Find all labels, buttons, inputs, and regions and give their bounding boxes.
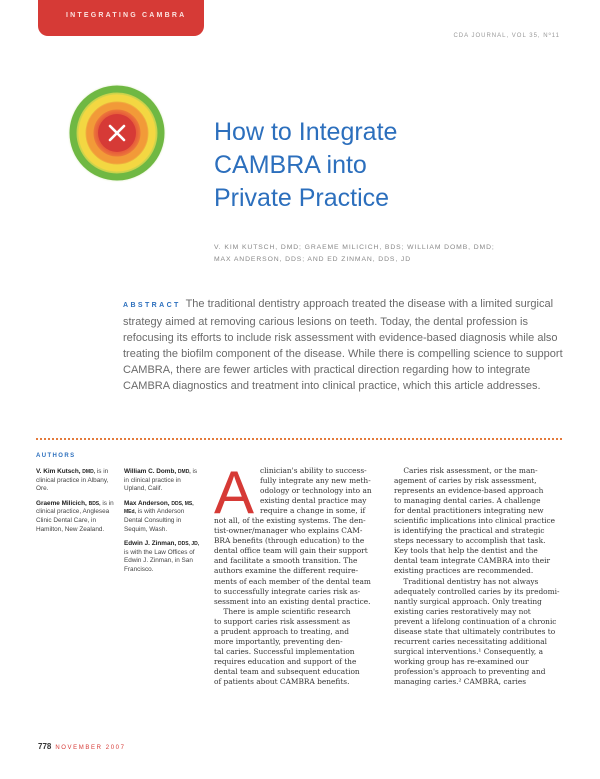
section-tab — [38, 0, 204, 36]
authors-column-left — [36, 468, 116, 540]
body-line: to managing dental caries. A challenge — [394, 496, 541, 506]
body-line: require a change in some, if — [260, 506, 366, 516]
issue-month: NOVEMBER 2007 — [55, 745, 126, 751]
body-line: ments of each member of the dental team — [214, 576, 371, 586]
body-line: existing dental practice may — [260, 496, 367, 506]
author-credentials: BDS, — [88, 500, 101, 507]
body-line: prevent a lifelong continuation of a chronic — [394, 616, 557, 626]
article-title — [214, 116, 514, 215]
body-line: not all, of the existing systems. The den- — [214, 516, 366, 526]
abstract-text: The traditional dentistry approach treated the disease with a limited surgical strategy aimed at removing carious lesions on teeth. Today, the dental profession is refocusing its efforts to include risk assessment with evidence-based diagnosis while also treating the biofilm component of the disease. While there is compelling science to support CAMBRA, there are fewer articles with practical direction regarding how to integrate CAMBRA diagnostics and treatment into clinical practice, which this article addresses. — [123, 298, 563, 392]
body-line: odology or technology into an — [260, 486, 372, 496]
byline-line: V. KIM KUTSCH, DMD; GRAEME MILICICH, BDS; WILLIAM DOMB, DMD; — [214, 244, 495, 251]
body-line: represents an evidence-based approach — [394, 486, 544, 496]
cambra-target-icon — [67, 83, 167, 183]
author-credentials: DMD, — [82, 469, 96, 475]
authors-heading: AUTHORS — [36, 453, 76, 459]
body-column-2 — [394, 466, 562, 687]
body-line: fully integrate any new meth- — [260, 476, 371, 486]
author-credentials: DDS, JD, — [177, 541, 200, 548]
author-entry — [124, 468, 202, 494]
page-number: 778 — [38, 742, 52, 751]
body-line: existing practices are recommended. — [394, 566, 534, 576]
byline-line: MAX ANDERSON, DDS; AND ED ZINMAN, DDS, JD — [214, 256, 412, 263]
body-line: authors examine the different require- — [214, 566, 359, 576]
author-name: Edwin J. Zinman, — [124, 540, 177, 548]
body-line: Caries risk assessment, or the man- — [394, 466, 538, 475]
author-name: V. Kim Kutsch, — [36, 468, 81, 475]
author-entry — [124, 500, 202, 534]
body-line: and facilitate a smooth transition. The — [214, 556, 358, 566]
drop-cap: A — [214, 459, 255, 526]
body-line: nantly surgical approach. Only treating — [394, 596, 542, 606]
body-line: existing caries restoratively may not — [394, 606, 531, 616]
author-entry — [36, 500, 116, 534]
journal-citation: CDA JOURNAL, VOL 35, Nº11 — [453, 33, 560, 39]
abstract — [123, 296, 563, 394]
body-line: to successfully integrate caries risk as- — [214, 586, 361, 596]
author-name: William C. Domb, — [124, 468, 177, 475]
body-line: Traditional dentistry has not always — [394, 576, 539, 586]
author-description: is in clinical practice in Albany, Ore. — [36, 468, 109, 493]
body-line: clinician's ability to success- — [260, 466, 367, 475]
body-line: profession's approach to preventing and — [394, 666, 546, 676]
author-credentials: DDS, MS, MEd, — [124, 500, 194, 516]
body-line: of patients about CAMBRA benefits. — [214, 676, 350, 686]
body-line: recurrent caries necessitating additional — [394, 636, 547, 646]
body-line: BRA benefits (through education) to the — [214, 536, 365, 546]
body-line: adequately controlled caries by its predomi- — [394, 586, 560, 596]
author-name: Max Anderson, — [124, 499, 170, 507]
section-label: INTEGRATING CAMBRA — [66, 12, 187, 19]
body-line: a prudent approach to treating, and — [214, 626, 349, 636]
body-line: for dental practitioners integrating new — [394, 506, 544, 516]
body-line: dental team integrate CAMBRA into their — [394, 556, 551, 566]
authors-column-right — [124, 468, 202, 581]
author-entry — [36, 468, 116, 494]
author-description: is in clinical practice in Upland, Calif. — [124, 468, 198, 493]
body-line: tist-owner/manager who explains CAM- — [214, 526, 363, 536]
body-line: working group has re-examined our — [394, 656, 529, 666]
body-line: dental office team will gain their support — [214, 546, 368, 556]
author-credentials: DMD, — [177, 469, 191, 475]
title-line: How to Integrate — [214, 118, 398, 146]
body-line: agement of caries by risk assessment, — [394, 476, 537, 486]
body-line: surgical interventions.¹ Consequently, a — [394, 646, 544, 656]
author-description: is in clinical practice, Anglesea Clinic Dental Care, in Hamilton, New Zealand. — [36, 499, 114, 533]
body-line: requires education and support of the — [214, 656, 357, 666]
body-line: tal caries. Successful implementation — [214, 646, 355, 656]
body-line: to support caries risk assessment as — [214, 616, 351, 626]
body-line: Key tools that help the dentist and the — [394, 546, 538, 556]
body-line: There is ample scientific research — [214, 606, 351, 616]
body-line: managing caries.² CAMBRA, caries — [394, 676, 526, 686]
body-line: more importantly, preventing den- — [214, 636, 343, 646]
title-line: Private Practice — [214, 184, 390, 212]
body-line: is identifying the practical and strategic — [394, 526, 545, 536]
author-byline — [214, 242, 514, 266]
body-line: sessment into an existing dental practice. — [214, 596, 371, 606]
body-line: dental team and subsequent education — [214, 666, 360, 676]
abstract-label: ABSTRACT — [123, 302, 181, 309]
author-description: is with the Law Offices of Edwin J. Zinman, in San Francisco. — [124, 548, 195, 573]
body-line: disease state that ultimately contributes to — [394, 626, 556, 636]
body-column-1 — [214, 459, 382, 687]
author-name: Graeme Milicich, — [36, 499, 87, 507]
author-entry — [124, 540, 202, 574]
body-line: steps necessary to accomplish that task. — [394, 536, 546, 546]
page-footer — [38, 742, 126, 751]
title-line: CAMBRA into — [214, 151, 367, 179]
body-line: scientific implications into clinical practice — [394, 516, 556, 526]
author-description: is with Anderson Dental Consulting in Sequim, Wash. — [124, 508, 185, 533]
section-divider — [36, 438, 562, 440]
